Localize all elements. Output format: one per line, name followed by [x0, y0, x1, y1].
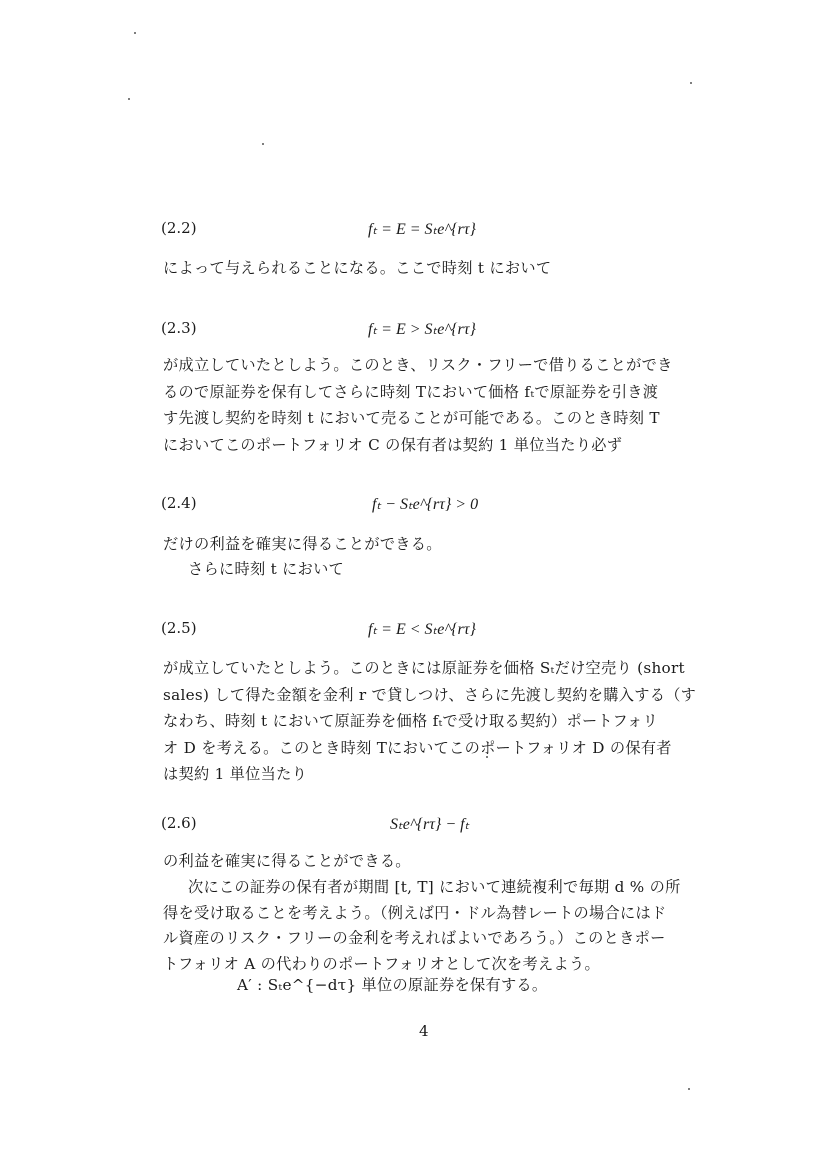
paragraph-line: だけの利益を確実に得ることができる。	[163, 535, 442, 553]
equation-body: fₜ = E = Sₜe^{rτ}	[368, 221, 476, 238]
paragraph-line: なわち、時刻 t において原証券を価格 fₜで受け取る契約）ポートフォリ	[163, 712, 659, 730]
portfolio-a-prime-item: A′ : Sₜe^{−dτ} 単位の原証券を保有する。	[237, 976, 548, 994]
scan-speck	[128, 98, 130, 100]
scan-speck	[688, 1088, 690, 1090]
equation-number: (2.5)	[161, 619, 197, 637]
paragraph-line: るので原証券を保有してさらに時刻 Tにおいて価格 fₜで原証券を引き渡	[163, 383, 659, 401]
equation-2-4	[0, 494, 827, 518]
paragraph-line: によって与えられることになる。ここで時刻 t において	[163, 259, 552, 277]
equation-2-2	[0, 219, 827, 243]
equation-body: Sₜe^{rτ} − fₜ	[390, 816, 470, 833]
scan-speck	[134, 32, 136, 34]
equation-body: fₜ = E < Sₜe^{rτ}	[368, 621, 476, 638]
paragraph-line: が成立していたとしよう。このとき、リスク・フリーで借りることができ	[163, 356, 673, 374]
paragraph-line: 得を受け取ることを考えよう。（例えば円・ドル為替レートの場合にはド	[163, 904, 667, 922]
scan-speck	[690, 82, 692, 84]
paragraph-line: オ D を考える。このとき時刻 Tにおいてこのポートフォリオ D の保有者	[163, 739, 672, 757]
paragraph-line: においてこのポートフォリオ C の保有者は契約 1 単位当たり必ず	[163, 436, 623, 454]
equation-number: (2.3)	[161, 319, 197, 337]
equation-2-6	[0, 814, 827, 838]
page-number: 4	[419, 1022, 429, 1040]
equation-number: (2.4)	[161, 494, 197, 512]
paragraph-line: sales) して得た金額を金利 r で貸しつけ、さらに先渡し契約を購入する（す	[163, 686, 697, 704]
equation-body: fₜ − Sₜe^{rτ} > 0	[372, 496, 479, 513]
paragraph-line: が成立していたとしよう。このときには原証券を価格 Sₜだけ空売り (short	[163, 659, 685, 677]
equation-body: fₜ = E > Sₜe^{rτ}	[368, 321, 476, 338]
equation-2-5	[0, 619, 827, 643]
equation-number: (2.2)	[161, 219, 197, 237]
paragraph-line: 次にこの証券の保有者が期間 [t, T] において連続複利で毎期 d % の所	[188, 878, 681, 896]
equation-number: (2.6)	[161, 814, 197, 832]
paragraph-line: は契約 1 単位当たり	[163, 765, 308, 783]
equation-2-3	[0, 319, 827, 343]
paragraph-line: さらに時刻 t において	[188, 560, 345, 578]
paragraph-line: ル資産のリスク・フリーの金利を考えればよいであろう。）このときポー	[163, 929, 666, 947]
scan-speck	[262, 143, 264, 145]
paragraph-line: す先渡し契約を時刻 t において売ることが可能である。このとき時刻 T	[163, 409, 660, 427]
paragraph-line: の利益を確実に得ることができる。	[163, 852, 411, 870]
paragraph-line: トフォリオ A の代わりのポートフォリオとして次を考えよう。	[163, 955, 600, 973]
